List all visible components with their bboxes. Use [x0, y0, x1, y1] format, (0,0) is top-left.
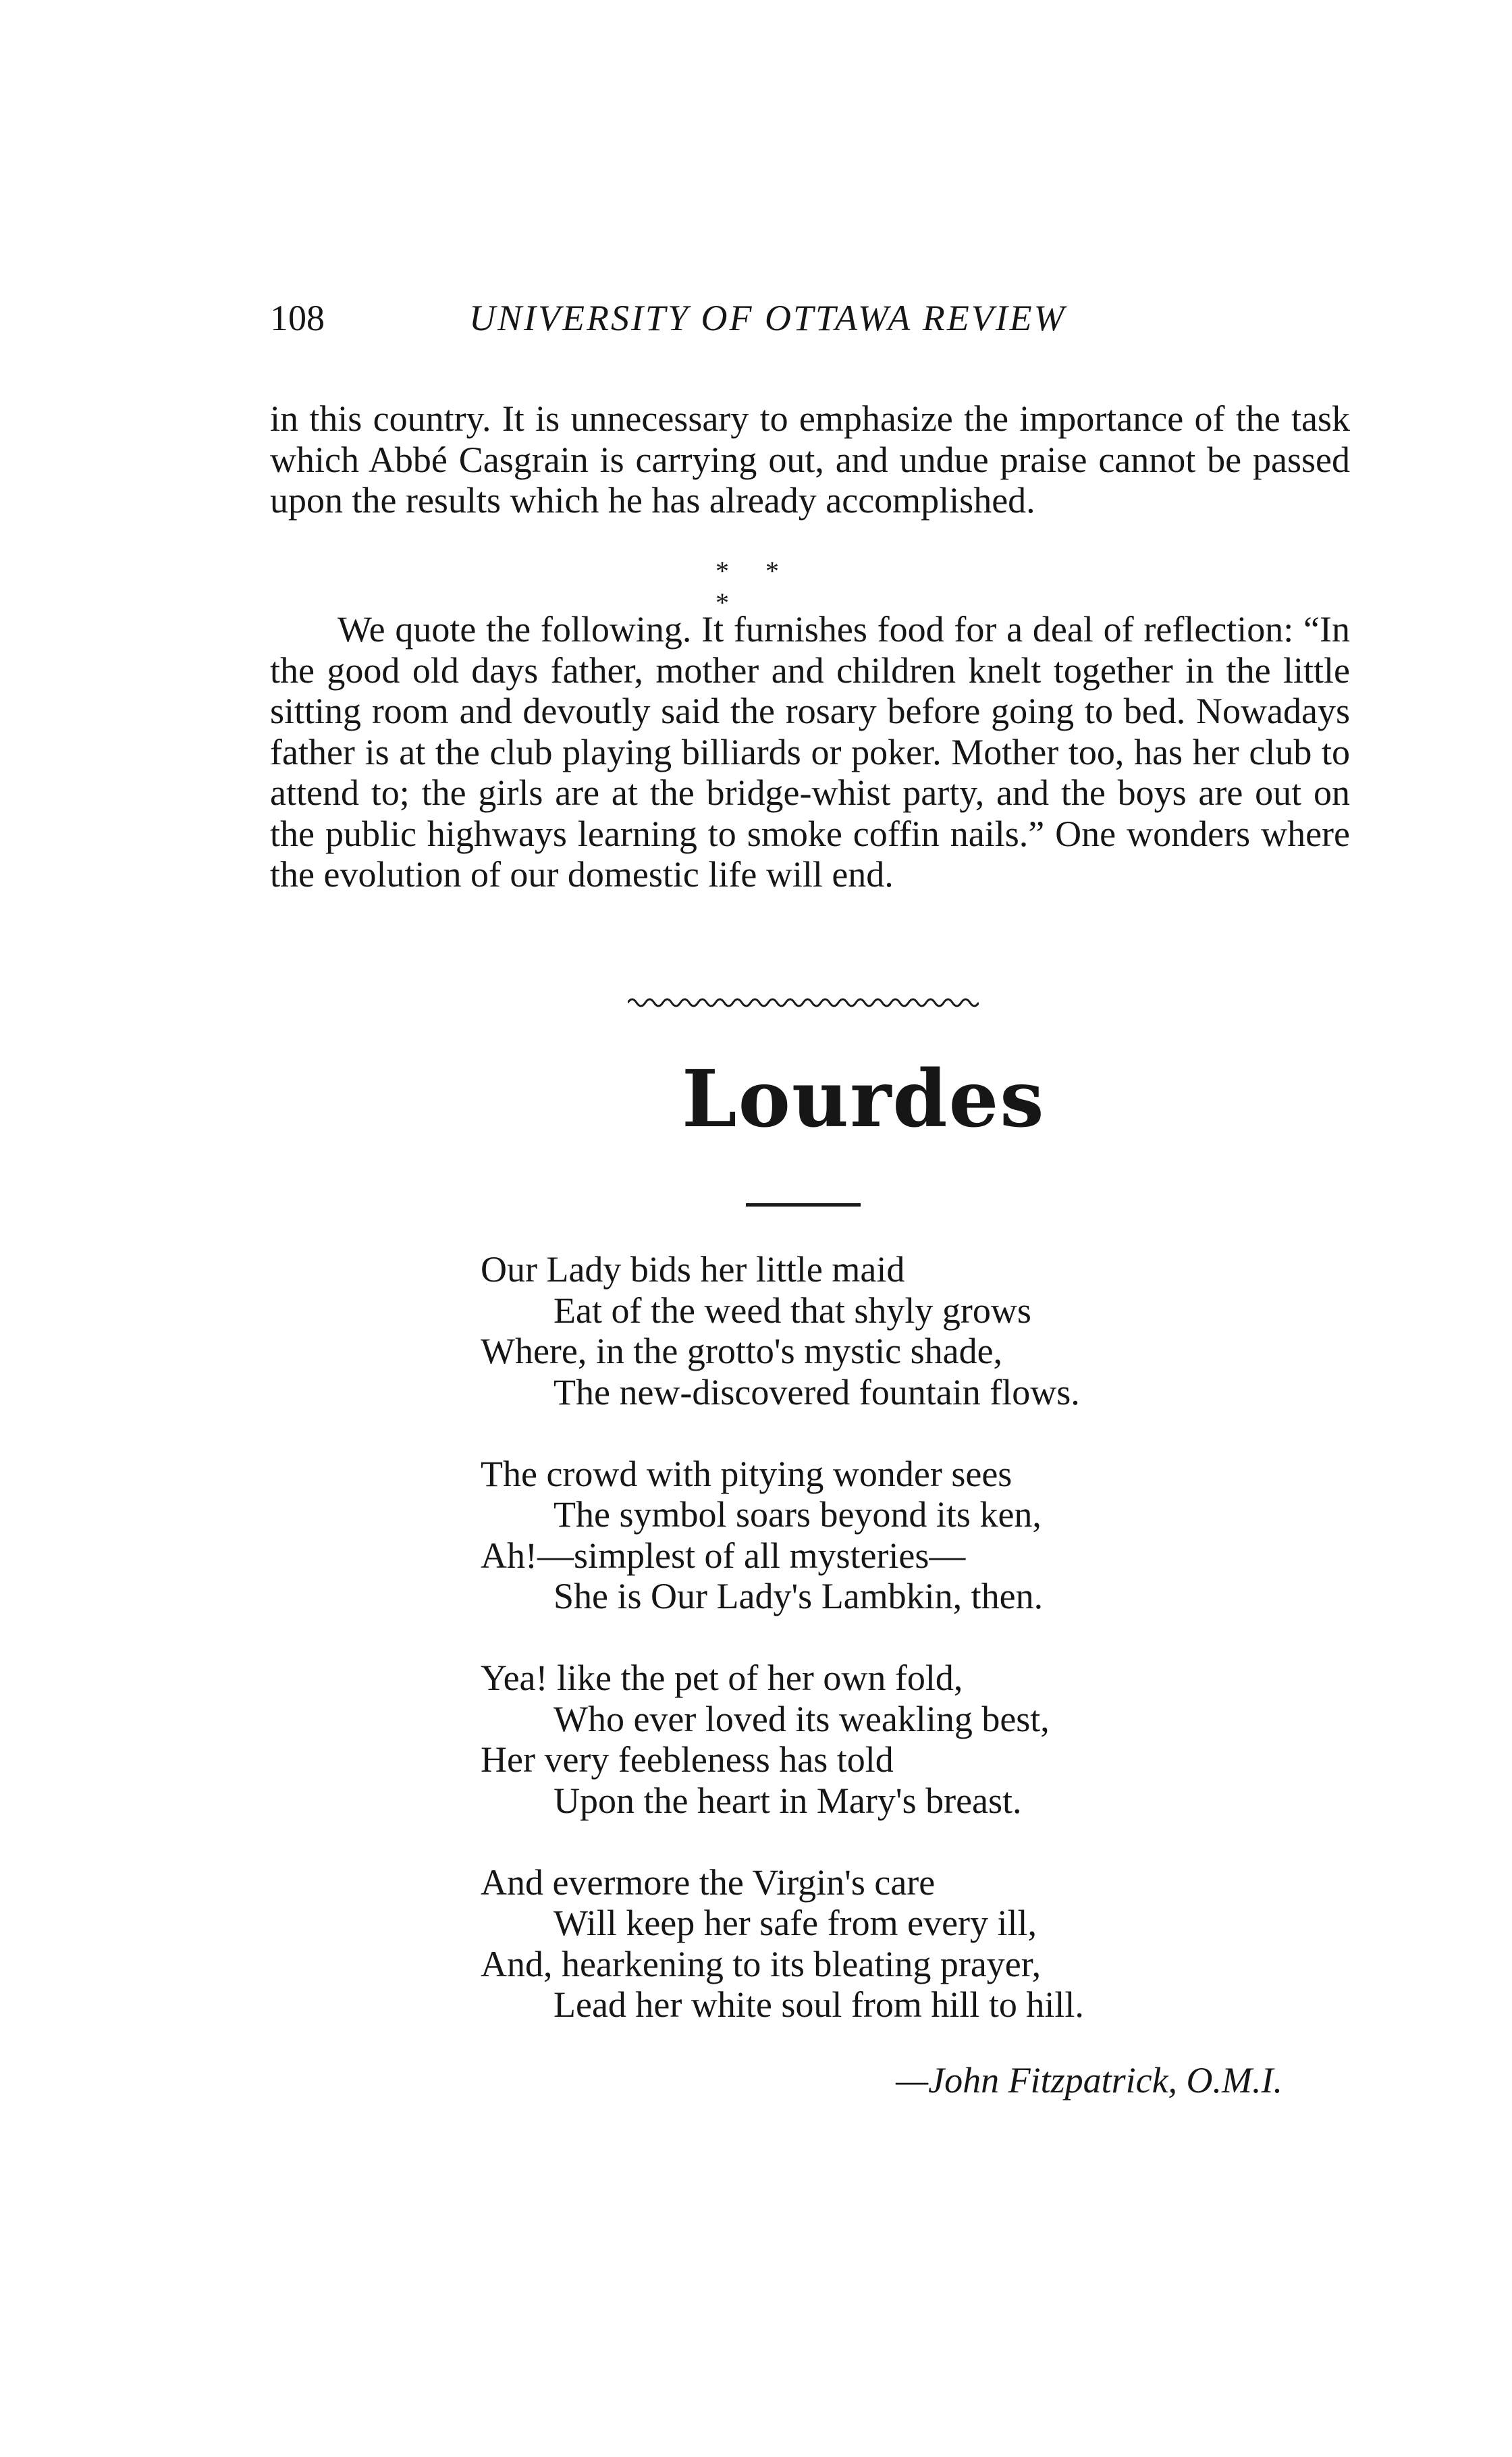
poem-line: Who ever loved its weakling best,	[554, 1698, 1050, 1739]
poem-line: She is Our Lady's Lambkin, then.	[554, 1576, 1044, 1616]
stanza-2	[481, 1454, 1324, 1617]
poem-title: Lourdes	[682, 1053, 1046, 1145]
page-number: 108	[270, 298, 325, 338]
poem-line: And, hearkening to its bleating prayer,	[481, 1943, 1042, 1984]
poem-line: Ah!—simplest of all mysteries—	[481, 1535, 966, 1576]
stanza-1	[481, 1249, 1324, 1412]
wavy-divider	[628, 993, 979, 1013]
poem-line: Lead her white soul from hill to hill.	[554, 1984, 1084, 2025]
poem-line: The crowd with pitying wonder sees	[481, 1453, 1013, 1494]
poem-line: Upon the heart in Mary's breast.	[554, 1780, 1022, 1821]
stanza-4	[481, 1862, 1324, 2026]
poem-line: The symbol soars beyond its ken,	[554, 1494, 1042, 1535]
poem-line: Her very feebleness has told	[481, 1739, 894, 1780]
poem-body	[481, 1249, 1324, 2066]
poem-attribution: —John Fitzpatrick, O.M.I.	[896, 2060, 1282, 2101]
paragraph-quote: We quote the following. It furnishes food for a deal of reflection: “In the good old days father, mother and children knelt together in the little sitting room and devoutly said the rosary before going to bed. Nowadays father is at the club playing billiards or poker. Mother too, has her club to attend to; the girls are at the bridge-whist party, and the boys are out on the public highways learning to smoke coffin nails.” One wonders where the evolution of our domestic life will end.	[270, 609, 1350, 895]
stanza-3	[481, 1658, 1324, 1821]
poem-line: And evermore the Virgin's care	[481, 1861, 936, 1903]
running-header	[270, 297, 1350, 351]
journal-title: UNIVERSITY OF OTTAWA REVIEW	[469, 298, 1066, 338]
poem-line: Yea! like the pet of her own fold,	[481, 1658, 963, 1698]
paragraph-casgrain: in this country. It is unnecessary to emphasize the importance of the task which Abbé Casgrain is carrying out, and undue praise cannot be passed upon the results which he has already accomplished.	[270, 398, 1350, 521]
poem-line: Where, in the grotto's mystic shade,	[481, 1331, 1003, 1371]
poem-line: Eat of the weed that shyly grows	[554, 1290, 1031, 1331]
title-underline	[746, 1203, 861, 1207]
poem-line: Our Lady bids her little maid	[481, 1249, 905, 1290]
poem-line: Will keep her safe from every ill,	[554, 1903, 1037, 1943]
poem-line: The new-discovered fountain flows.	[554, 1371, 1080, 1412]
section-separator: * * *	[716, 556, 794, 618]
